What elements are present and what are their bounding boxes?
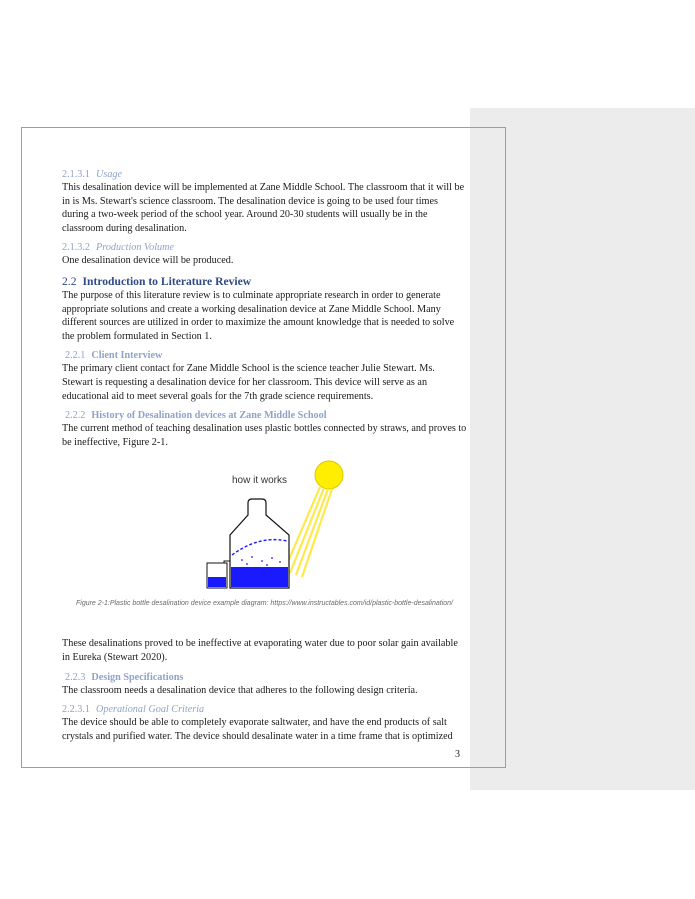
figure-caption: Figure 2-1:Plastic bottle desalination device example diagram: https://www.instructables.com/id/plastic-bottle-desalination/ — [75, 600, 454, 608]
heading-title: Production Volume — [96, 242, 175, 254]
paragraph-usage: This desalination device will be implemented at Zane Middle School. The classroom that it will be in is Ms. Stewart's science classroom. The desalination device is going to be used four times during a two-week period of the school year. Around 20-30 students will usually be in the classroom during desalination. — [62, 182, 465, 234]
sun-icon — [315, 461, 343, 489]
paragraph-production-volume: One desalination device will be produced. — [62, 255, 234, 267]
paragraph-design: The classroom needs a desalination device that adheres to the following design criteria. — [62, 684, 418, 696]
saltwater — [231, 567, 288, 587]
heading-production-volume — [62, 241, 467, 254]
heading-operational-goal-criteria — [62, 703, 467, 716]
heading-title: Introduction to Literature Review — [82, 274, 252, 288]
figure-label: how it works — [232, 475, 288, 487]
heading-title: Client Interview — [91, 350, 163, 362]
figure-bottle-diagram — [62, 453, 467, 599]
spacer — [62, 609, 467, 637]
heading-history — [62, 409, 467, 422]
paragraph-history: The current method of teaching desalination uses plastic bottles connected by straws, and proves to be ineffective, Figure 2-1. — [62, 423, 467, 448]
heading-title: Usage — [96, 169, 123, 180]
heading-number: 2.2.1 — [65, 350, 86, 362]
heading-title: Operational Goal Criteria — [96, 704, 205, 716]
paragraph-intro: The purpose of this literature review is to culminate appropriate research in order to generate appropriate solutions and create a working desalination device at Zane Middle School. Many different sources are utilized in order to maximize the amount knowledge that is needed to solve the problem formulated in Section 1. — [62, 289, 455, 342]
heading-design-specifications — [62, 671, 467, 684]
paragraph-operational: The device should be able to completely evaporate saltwater, and have the end products of salt crystals and purified water. The device should desalinate water in a time frame that is optimized — [62, 717, 453, 742]
heading-title: Design Specifications — [91, 671, 184, 683]
heading-number: 2.2.3 — [65, 671, 86, 683]
heading-number: 2.2 — [62, 274, 77, 288]
bottle-diagram-image — [62, 453, 467, 599]
heading-usage — [62, 168, 467, 181]
heading-client-interview — [62, 349, 467, 362]
fresh-water — [208, 577, 226, 587]
heading-number: 2.2.2 — [65, 410, 86, 422]
paragraph-client-interview: The primary client contact for Zane Middle School is the science teacher Julie Stewart. Ms. Stewart is requesting a desalination device for her classroom. This device will serve as an educational aid to meet several goals for the 7th grade science requirements. — [62, 363, 435, 402]
page-number: 3 — [455, 749, 460, 760]
paragraph-after-figure: These desalinations proved to be ineffective at evaporating water due to poor solar gain available in Eureka (Stewart 2020). — [62, 638, 458, 663]
heading-intro-literature-review — [62, 274, 467, 289]
page-content — [62, 168, 467, 743]
heading-number: 2.1.3.1 — [62, 169, 91, 180]
heading-number: 2.2.3.1 — [62, 704, 91, 716]
heading-number: 2.1.3.2 — [62, 242, 91, 254]
sun-rays — [284, 487, 332, 577]
heading-title: History of Desalination devices at Zane Middle School — [91, 410, 327, 422]
